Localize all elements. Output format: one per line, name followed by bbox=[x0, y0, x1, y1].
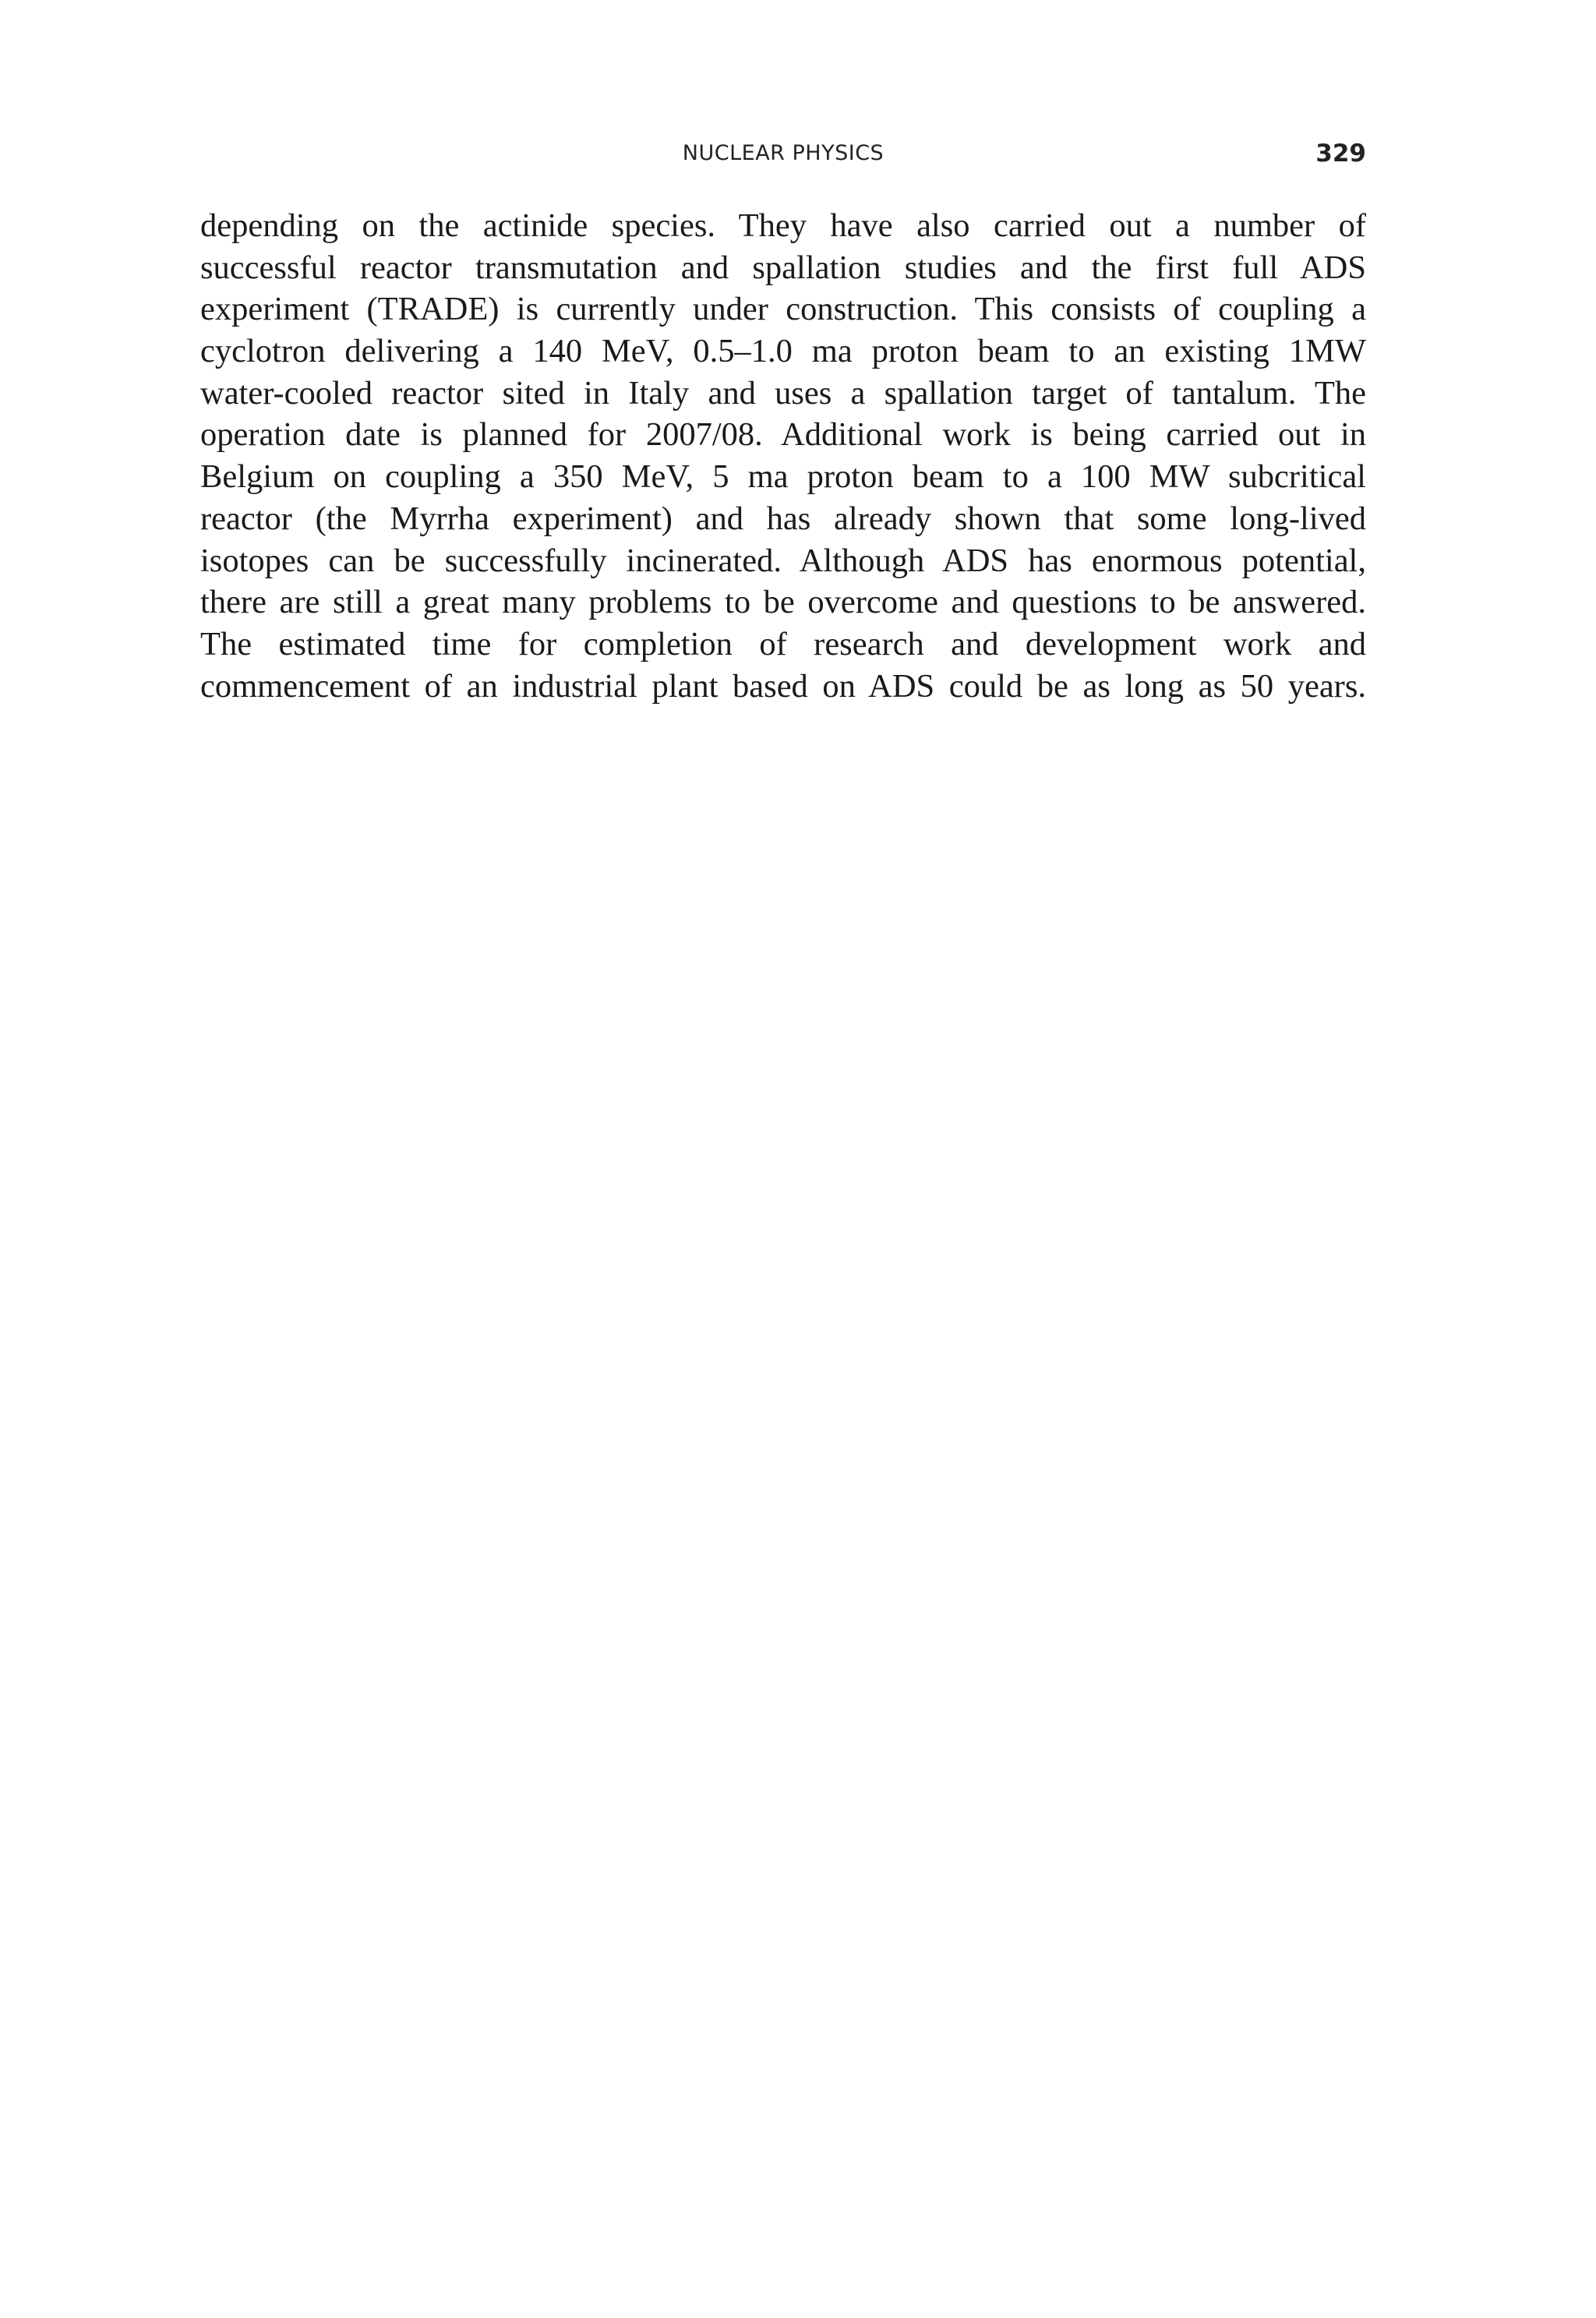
paragraph-line: Belgium on coupling a 350 MeV, 5 ma proton beam to a 100 MW subcritical bbox=[200, 458, 1366, 496]
paragraph-line: experiment (TRADE) is currently under construction. This consists of coupling a bbox=[200, 291, 1366, 328]
paragraph-line: water-cooled reactor sited in Italy and uses a spallation target of tantalum. The bbox=[200, 374, 1366, 412]
paragraph-line: commencement of an industrial plant based on ADS could be as long as 50 years. bbox=[200, 667, 1366, 705]
paragraph-line: there are still a great many problems to be overcome and questions to be answered. bbox=[200, 584, 1366, 621]
body-paragraph bbox=[200, 205, 1366, 707]
paragraph-line: operation date is planned for 2007/08. Additional work is being carried out in bbox=[200, 416, 1366, 454]
paragraph-line: reactor (the Myrrha experiment) and has already shown that some long-lived bbox=[200, 500, 1366, 537]
paragraph-line: The estimated time for completion of research and development work and bbox=[200, 625, 1366, 663]
paragraph-line: depending on the actinide species. They have also carried out a number of bbox=[200, 207, 1366, 244]
paragraph-line: cyclotron delivering a 140 MeV, 0.5–1.0 ma proton beam to an existing 1MW bbox=[200, 333, 1366, 370]
paragraph-line: isotopes can be successfully incinerated. Although ADS has enormous potential, bbox=[200, 542, 1366, 579]
paragraph-line: successful reactor transmutation and spallation studies and the first full ADS bbox=[200, 249, 1366, 286]
page-number: 329 bbox=[1315, 140, 1366, 168]
running-title: NUCLEAR PHYSICS bbox=[682, 141, 885, 165]
page-header bbox=[200, 136, 1366, 171]
